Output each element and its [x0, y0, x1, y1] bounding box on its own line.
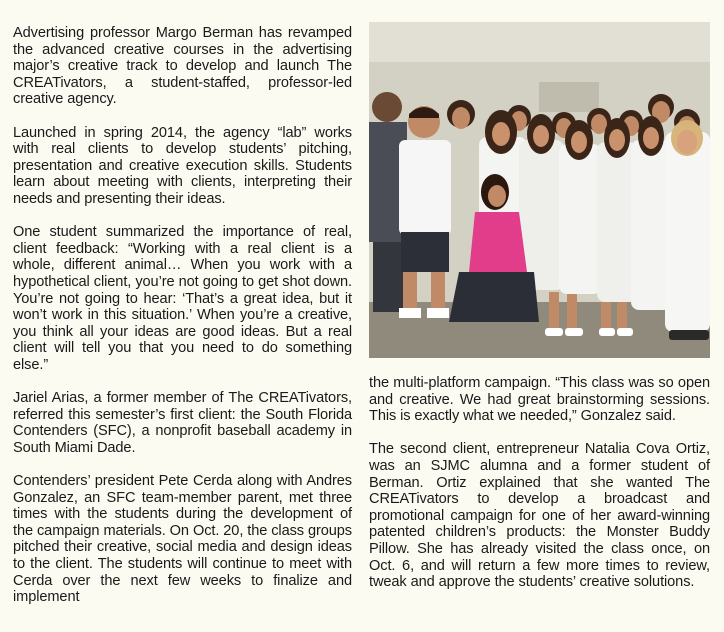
article-right-column [369, 375, 710, 591]
paragraph-contenders: Contenders’ president Pete Cerda along with Andres Gonzalez, an SFC team-member parent, met three times with the students during the development of the campaign materials. On Oct. 20, the class groups pitched their creative, social media and design ideas to the client. The students will continue to meet with Cerda over the next few weeks to finalize and implement [13, 473, 352, 606]
paragraph-intro: Advertising professor Margo Berman has revamped the advanced creative courses in the advertising major’s creative track to develop and launch The CREATivators, a student-staffed, professor-led creative agency. [13, 25, 352, 108]
paragraph-campaign-quote: the multi-platform campaign. “This class was so open and creative. We had great brainstorming sessions. This is exactly what we needed,” Gonzalez said. [369, 375, 710, 425]
paragraph-student-quote: One student summarized the importance of real, client feedback: “Working with a real client is a whole, different animal… When you work with a hypothetical client, you’re not going to get shot down. You’re not going to hear: ‘That’s a great idea, but it won’t work in this situation.’ When you’re a creative, you think all your ideas are good ideas. But a real client will tell you that you need to do something else.” [13, 224, 352, 373]
paragraph-first-client: Jariel Arias, a former member of The CREATivators, referred this semester’s first client: the South Florida Contenders (SFC), a nonprofit baseball academy in South Miami Dade. [13, 390, 352, 456]
paragraph-launch: Launched in spring 2014, the agency “lab” works with real clients to develop students’ pitching, presentation and creative execution skills. Students learn about meeting with clients, interpreting their needs and presenting their ideas. [13, 124, 352, 207]
group-photo [369, 22, 710, 358]
article-left-column [13, 25, 352, 606]
paragraph-second-client: The second client, entrepreneur Natalia Cova Ortiz, was an SJMC alumna and a former student of Berman. Ortiz explained that she wanted The CREATivators to develop a broadcast and promotional campaign for one of her award-winning patented children’s products: the Monster Buddy Pillow. She has already visited the class once, on Oct. 6, and will return a few more times to review, tweak and approve the students’ creative solutions. [369, 441, 710, 591]
